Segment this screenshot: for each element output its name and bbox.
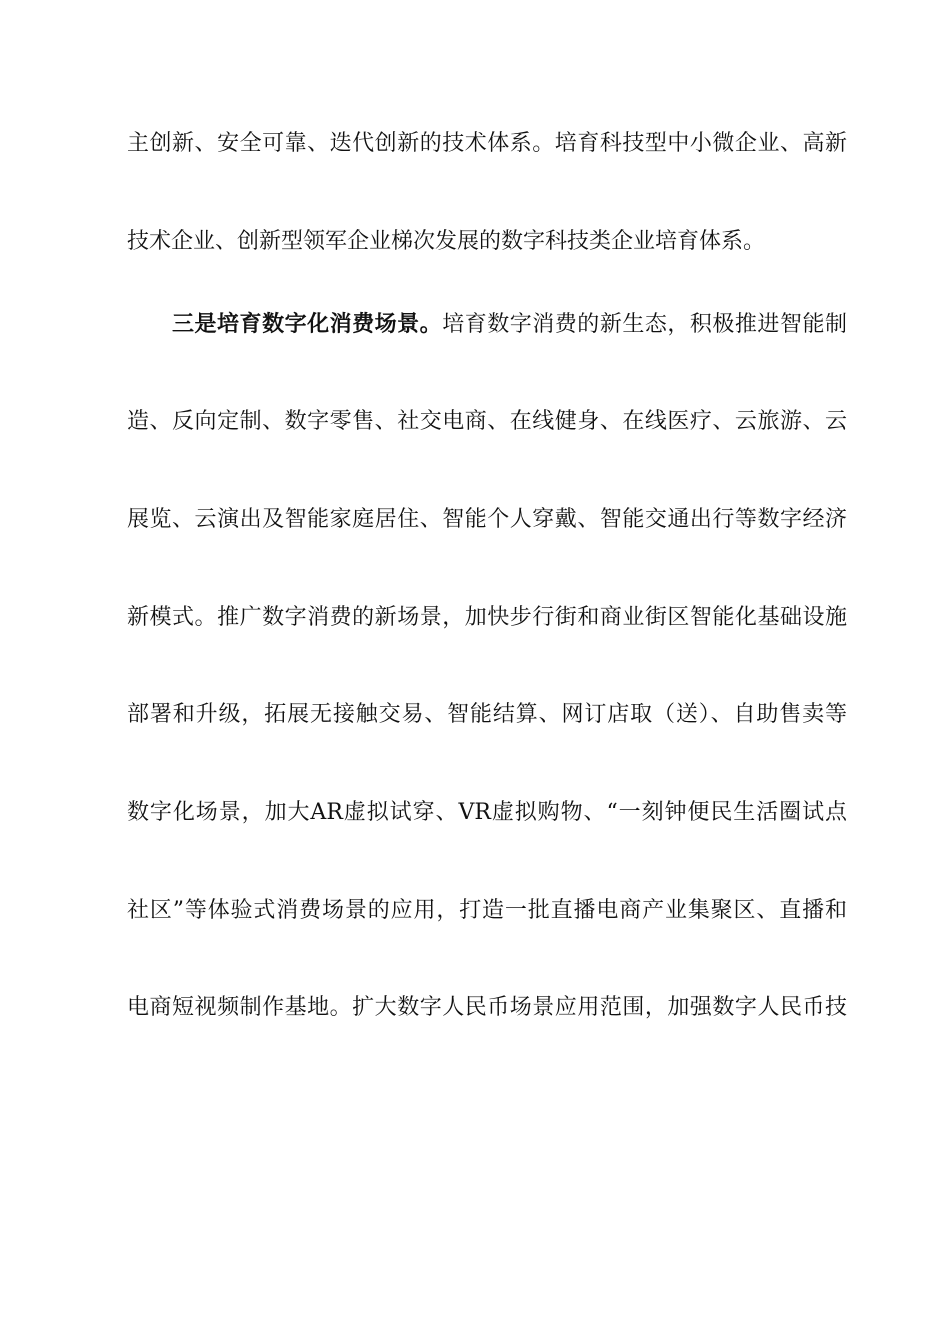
paragraph-2-line-7: 社区”等体验式消费场景的应用，打造一批直播电商产业集聚区、直播和 xyxy=(127,898,847,923)
paragraph-1-line-2: 技术企业、创新型领军企业梯次发展的数字科技类企业培育体系。 xyxy=(127,229,766,254)
paragraph-1-line-1: 主创新、安全可靠、迭代创新的技术体系。培育科技型中小微企业、高新 xyxy=(127,131,847,156)
paragraph-2-line-3: 展览、云演出及智能家庭居住、智能个人穿戴、智能交通出行等数字经济 xyxy=(127,507,847,532)
paragraph-2-line-8: 电商短视频制作基地。扩大数字人民币场景应用范围，加强数字人民币技 xyxy=(127,995,847,1020)
paragraph-2-line-6: 数字化场景，加大AR虚拟试穿、VR虚拟购物、“一刻钟便民生活圈试点 xyxy=(127,800,847,825)
paragraph-2-line-1 xyxy=(172,307,847,343)
paragraph-2-line-4: 新模式。推广数字消费的新场景，加快步行街和商业街区智能化基础设施 xyxy=(127,605,847,630)
paragraph-2-line-2: 造、反向定制、数字零售、社交电商、在线健身、在线医疗、云旅游、云 xyxy=(127,409,847,434)
paragraph-2-line-1-text: 培育数字消费的新生态，积极推进智能制 xyxy=(442,312,847,337)
section-heading: 三是培育数字化消费场景。 xyxy=(172,312,443,337)
paragraph-2-line-5: 部署和升级，拓展无接触交易、智能结算、网订店取（送）、自助售卖等 xyxy=(127,702,847,727)
